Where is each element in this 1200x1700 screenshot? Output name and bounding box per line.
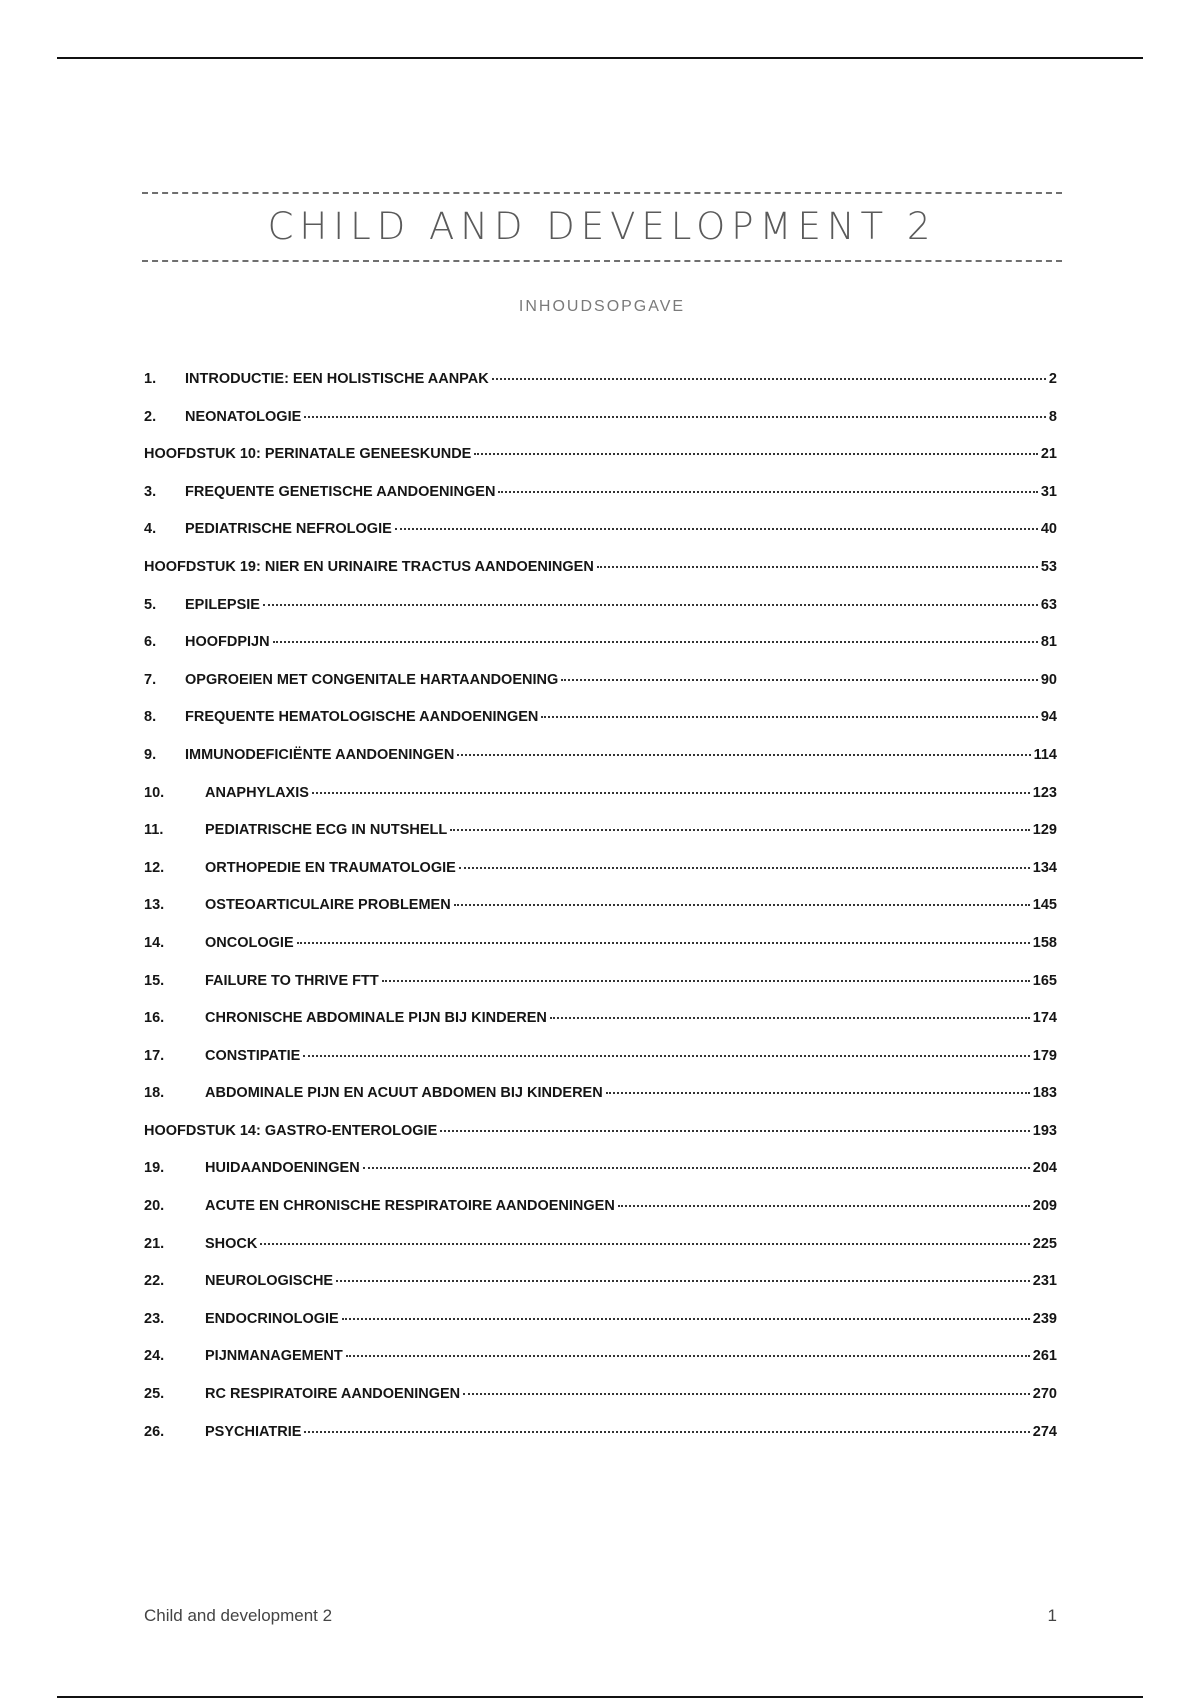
toc-entry[interactable] <box>144 860 1057 898</box>
toc-entry-page: 94 <box>1040 709 1057 726</box>
toc-entry-page: 129 <box>1032 822 1057 839</box>
toc-entry-page: 123 <box>1032 784 1057 801</box>
toc-entry-number: 15. <box>144 972 165 989</box>
toc-entry[interactable] <box>144 1348 1057 1386</box>
toc-entry[interactable] <box>144 1085 1057 1123</box>
toc-entry-label: PSYCHIATRIE <box>205 1423 302 1440</box>
toc-entry[interactable] <box>144 973 1057 1011</box>
toc-dot-leader <box>304 1431 1029 1433</box>
toc-dot-leader <box>342 1318 1030 1320</box>
toc-entry-page: 165 <box>1032 972 1057 989</box>
toc-entry-number: 24. <box>144 1348 165 1365</box>
toc-dot-leader <box>260 1243 1029 1245</box>
toc-entry-label: ANAPHYLAXIS <box>205 784 309 801</box>
toc-dot-leader <box>561 679 1038 681</box>
toc-dot-leader <box>363 1167 1030 1169</box>
toc-entry-page: 231 <box>1032 1273 1057 1290</box>
toc-entry-label: HOOFDPIJN <box>185 634 270 651</box>
toc-entry-label: OPGROEIEN MET CONGENITALE HARTAANDOENING <box>185 671 559 688</box>
toc-dot-leader <box>297 942 1030 944</box>
toc-entry-number: 1. <box>144 371 157 387</box>
toc-dot-leader <box>454 904 1030 906</box>
toc-entry-number: 17. <box>144 1047 165 1064</box>
toc-entry-page: 31 <box>1040 483 1057 500</box>
toc-dot-leader <box>346 1355 1030 1357</box>
toc-entry-label: CHRONISCHE ABDOMINALE PIJN BIJ KINDEREN <box>205 1010 547 1027</box>
toc-entry[interactable] <box>144 1198 1057 1236</box>
toc-entry-label: FAILURE TO THRIVE FTT <box>205 972 379 989</box>
toc-entry-label: RC RESPIRATOIRE AANDOENINGEN <box>205 1386 461 1403</box>
footer-page-number: 1 <box>1047 1606 1057 1625</box>
toc-entry-number: 16. <box>144 1010 165 1027</box>
toc-dot-leader <box>457 754 1030 756</box>
toc-entry-page: 114 <box>1033 746 1057 763</box>
toc-entry-number: 7. <box>144 671 157 688</box>
toc-dot-leader <box>303 1055 1029 1057</box>
toc-entry-label: PEDIATRISCHE NEFROLOGIE <box>185 521 392 538</box>
toc-dot-leader <box>606 1092 1030 1094</box>
toc-entry-label: HOOFDSTUK 19: NIER EN URINAIRE TRACTUS AANDOENINGEN <box>144 558 594 575</box>
toc-entry-page: 63 <box>1040 596 1057 613</box>
toc-dot-leader <box>440 1130 1030 1132</box>
toc-entry-number: 8. <box>144 709 157 726</box>
toc-entry-number: 25. <box>144 1386 165 1403</box>
header-rule <box>57 57 1143 59</box>
toc-entry-label: ORTHOPEDIE EN TRAUMATOLOGIE <box>205 859 456 876</box>
toc-entry-number: 12. <box>144 859 165 876</box>
toc-entry-number: 21. <box>144 1235 165 1252</box>
toc-entry[interactable] <box>144 747 1057 785</box>
toc-entry-number: 4. <box>144 521 157 538</box>
toc-entry[interactable] <box>144 1424 1057 1462</box>
toc-dot-leader <box>263 604 1038 606</box>
toc-entry[interactable] <box>144 897 1057 935</box>
toc-entry-page: 179 <box>1032 1047 1057 1064</box>
toc-entry-page: 158 <box>1032 934 1057 951</box>
toc-entry-number: 26. <box>144 1423 165 1440</box>
toc-entry-label: CONSTIPATIE <box>205 1047 301 1064</box>
toc-entry[interactable] <box>144 1160 1057 1198</box>
footer-document-name: Child and development 2 <box>144 1606 333 1625</box>
toc-entry[interactable] <box>144 1386 1057 1424</box>
toc-entry-label: NEUROLOGISCHE <box>205 1273 334 1290</box>
footer-rule <box>57 1696 1143 1698</box>
toc-entry-page: 270 <box>1032 1386 1057 1403</box>
toc-dot-leader <box>459 867 1030 869</box>
toc-entry[interactable] <box>144 484 1057 522</box>
toc-entry-number: 14. <box>144 934 165 951</box>
toc-entry-number: 9. <box>144 746 157 763</box>
toc-dot-leader <box>618 1205 1030 1207</box>
toc-entry-page: 21 <box>1040 446 1057 463</box>
toc-entry-label: HOOFDSTUK 10: PERINATALE GENEESKUNDE <box>144 446 472 463</box>
toc-entry[interactable] <box>144 521 1057 559</box>
toc-entry-label: SHOCK <box>205 1235 258 1252</box>
toc-entry-label: ENDOCRINOLOGIE <box>205 1310 339 1327</box>
toc-entry[interactable] <box>144 1236 1057 1274</box>
toc-entry-label: OSTEOARTICULAIRE PROBLEMEN <box>205 897 451 914</box>
toc-heading: INHOUDSOPGAVE <box>518 298 686 315</box>
toc-entry-number: 19. <box>144 1160 165 1177</box>
toc-entry-label: INTRODUCTIE: EEN HOLISTISCHE AANPAK <box>185 371 489 387</box>
toc-entry[interactable] <box>144 672 1057 710</box>
toc-entry-label: HOOFDSTUK 14: GASTRO-ENTEROLOGIE <box>144 1122 438 1139</box>
toc-dot-leader <box>474 453 1038 455</box>
toc-entry-page: 40 <box>1040 521 1057 538</box>
toc-entry-number: 11. <box>144 822 164 839</box>
toc-entry[interactable] <box>144 1048 1057 1086</box>
toc-dot-leader <box>498 491 1037 493</box>
toc-dot-leader <box>463 1393 1030 1395</box>
toc-entry-page: 274 <box>1032 1423 1057 1440</box>
toc-entry-page: 225 <box>1032 1235 1057 1252</box>
title-dashed-rule-bottom <box>142 260 1062 262</box>
toc-entry[interactable] <box>144 559 1057 597</box>
toc-entry-number: 6. <box>144 634 157 651</box>
toc-dot-leader <box>336 1280 1030 1282</box>
toc-dot-leader <box>395 528 1038 530</box>
toc-entry[interactable] <box>144 785 1057 823</box>
toc-entry-page: 145 <box>1032 897 1057 914</box>
toc-dot-leader <box>312 792 1030 794</box>
toc-entry-number: 10. <box>144 784 165 801</box>
toc-entry-label: ABDOMINALE PIJN EN ACUUT ABDOMEN BIJ KINDEREN <box>205 1085 603 1102</box>
toc-entry[interactable] <box>144 822 1057 860</box>
toc-entry-number: 23. <box>144 1310 165 1327</box>
toc-entry-page: 81 <box>1040 634 1057 651</box>
toc-entry[interactable] <box>144 371 1057 409</box>
title-block <box>142 192 1062 262</box>
toc-entry-label: PIJNMANAGEMENT <box>205 1348 343 1365</box>
toc-entry[interactable] <box>144 634 1057 672</box>
toc-entry-page: 183 <box>1032 1085 1057 1102</box>
toc-entry-label: PEDIATRISCHE ECG IN NUTSHELL <box>205 822 448 839</box>
toc-entry-page: 261 <box>1032 1348 1057 1365</box>
toc-dot-leader <box>597 566 1038 568</box>
toc-entry-page: 239 <box>1032 1310 1057 1327</box>
toc-entry[interactable] <box>144 709 1057 747</box>
table-of-contents <box>144 371 1057 1461</box>
toc-entry[interactable] <box>144 1010 1057 1048</box>
toc-dot-leader <box>304 416 1046 418</box>
toc-entry-number: 13. <box>144 897 165 914</box>
toc-entry-number: 3. <box>144 483 157 500</box>
toc-entry-page: 53 <box>1040 558 1057 575</box>
toc-entry-page: 8 <box>1048 408 1057 425</box>
toc-entry-page: 134 <box>1032 859 1057 876</box>
toc-entry-page: 204 <box>1032 1160 1057 1177</box>
toc-entry-number: 2. <box>144 408 157 425</box>
toc-entry-label: ACUTE EN CHRONISCHE RESPIRATOIRE AANDOENINGEN <box>205 1198 615 1215</box>
toc-entry-label: IMMUNODEFICIËNTE AANDOENINGEN <box>185 746 455 763</box>
toc-dot-leader <box>450 829 1030 831</box>
toc-entry-number: 22. <box>144 1273 165 1290</box>
toc-entry-page: 209 <box>1032 1198 1057 1215</box>
toc-entry[interactable] <box>144 1273 1057 1311</box>
toc-entry[interactable] <box>144 446 1057 484</box>
toc-dot-leader <box>541 716 1037 718</box>
toc-entry-label: FREQUENTE HEMATOLOGISCHE AANDOENINGEN <box>185 709 539 726</box>
toc-entry-label: ONCOLOGIE <box>205 934 294 951</box>
toc-entry[interactable] <box>144 597 1057 635</box>
toc-entry[interactable] <box>144 1123 1057 1161</box>
toc-entry-page: 90 <box>1040 671 1057 688</box>
toc-entry-page: 174 <box>1032 1010 1057 1027</box>
toc-entry-number: 18. <box>144 1085 165 1102</box>
toc-entry-page: 2 <box>1048 371 1057 387</box>
toc-entry-number: 5. <box>144 596 157 613</box>
toc-entry-label: FREQUENTE GENETISCHE AANDOENINGEN <box>185 483 496 500</box>
toc-dot-leader <box>550 1017 1030 1019</box>
toc-entry-number: 20. <box>144 1198 165 1215</box>
toc-entry-label: HUIDAANDOENINGEN <box>205 1160 360 1177</box>
toc-entry[interactable] <box>144 1311 1057 1349</box>
toc-entry-page: 193 <box>1032 1122 1057 1139</box>
toc-entry[interactable] <box>144 409 1057 447</box>
toc-entry[interactable] <box>144 935 1057 973</box>
toc-dot-leader <box>492 378 1046 380</box>
toc-entry-label: EPILEPSIE <box>185 596 260 613</box>
toc-dot-leader <box>273 641 1038 643</box>
toc-dot-leader <box>382 980 1030 982</box>
toc-entry-label: NEONATOLOGIE <box>185 408 302 425</box>
document-title: CHILD AND DEVELOPMENT 2 <box>267 205 937 248</box>
